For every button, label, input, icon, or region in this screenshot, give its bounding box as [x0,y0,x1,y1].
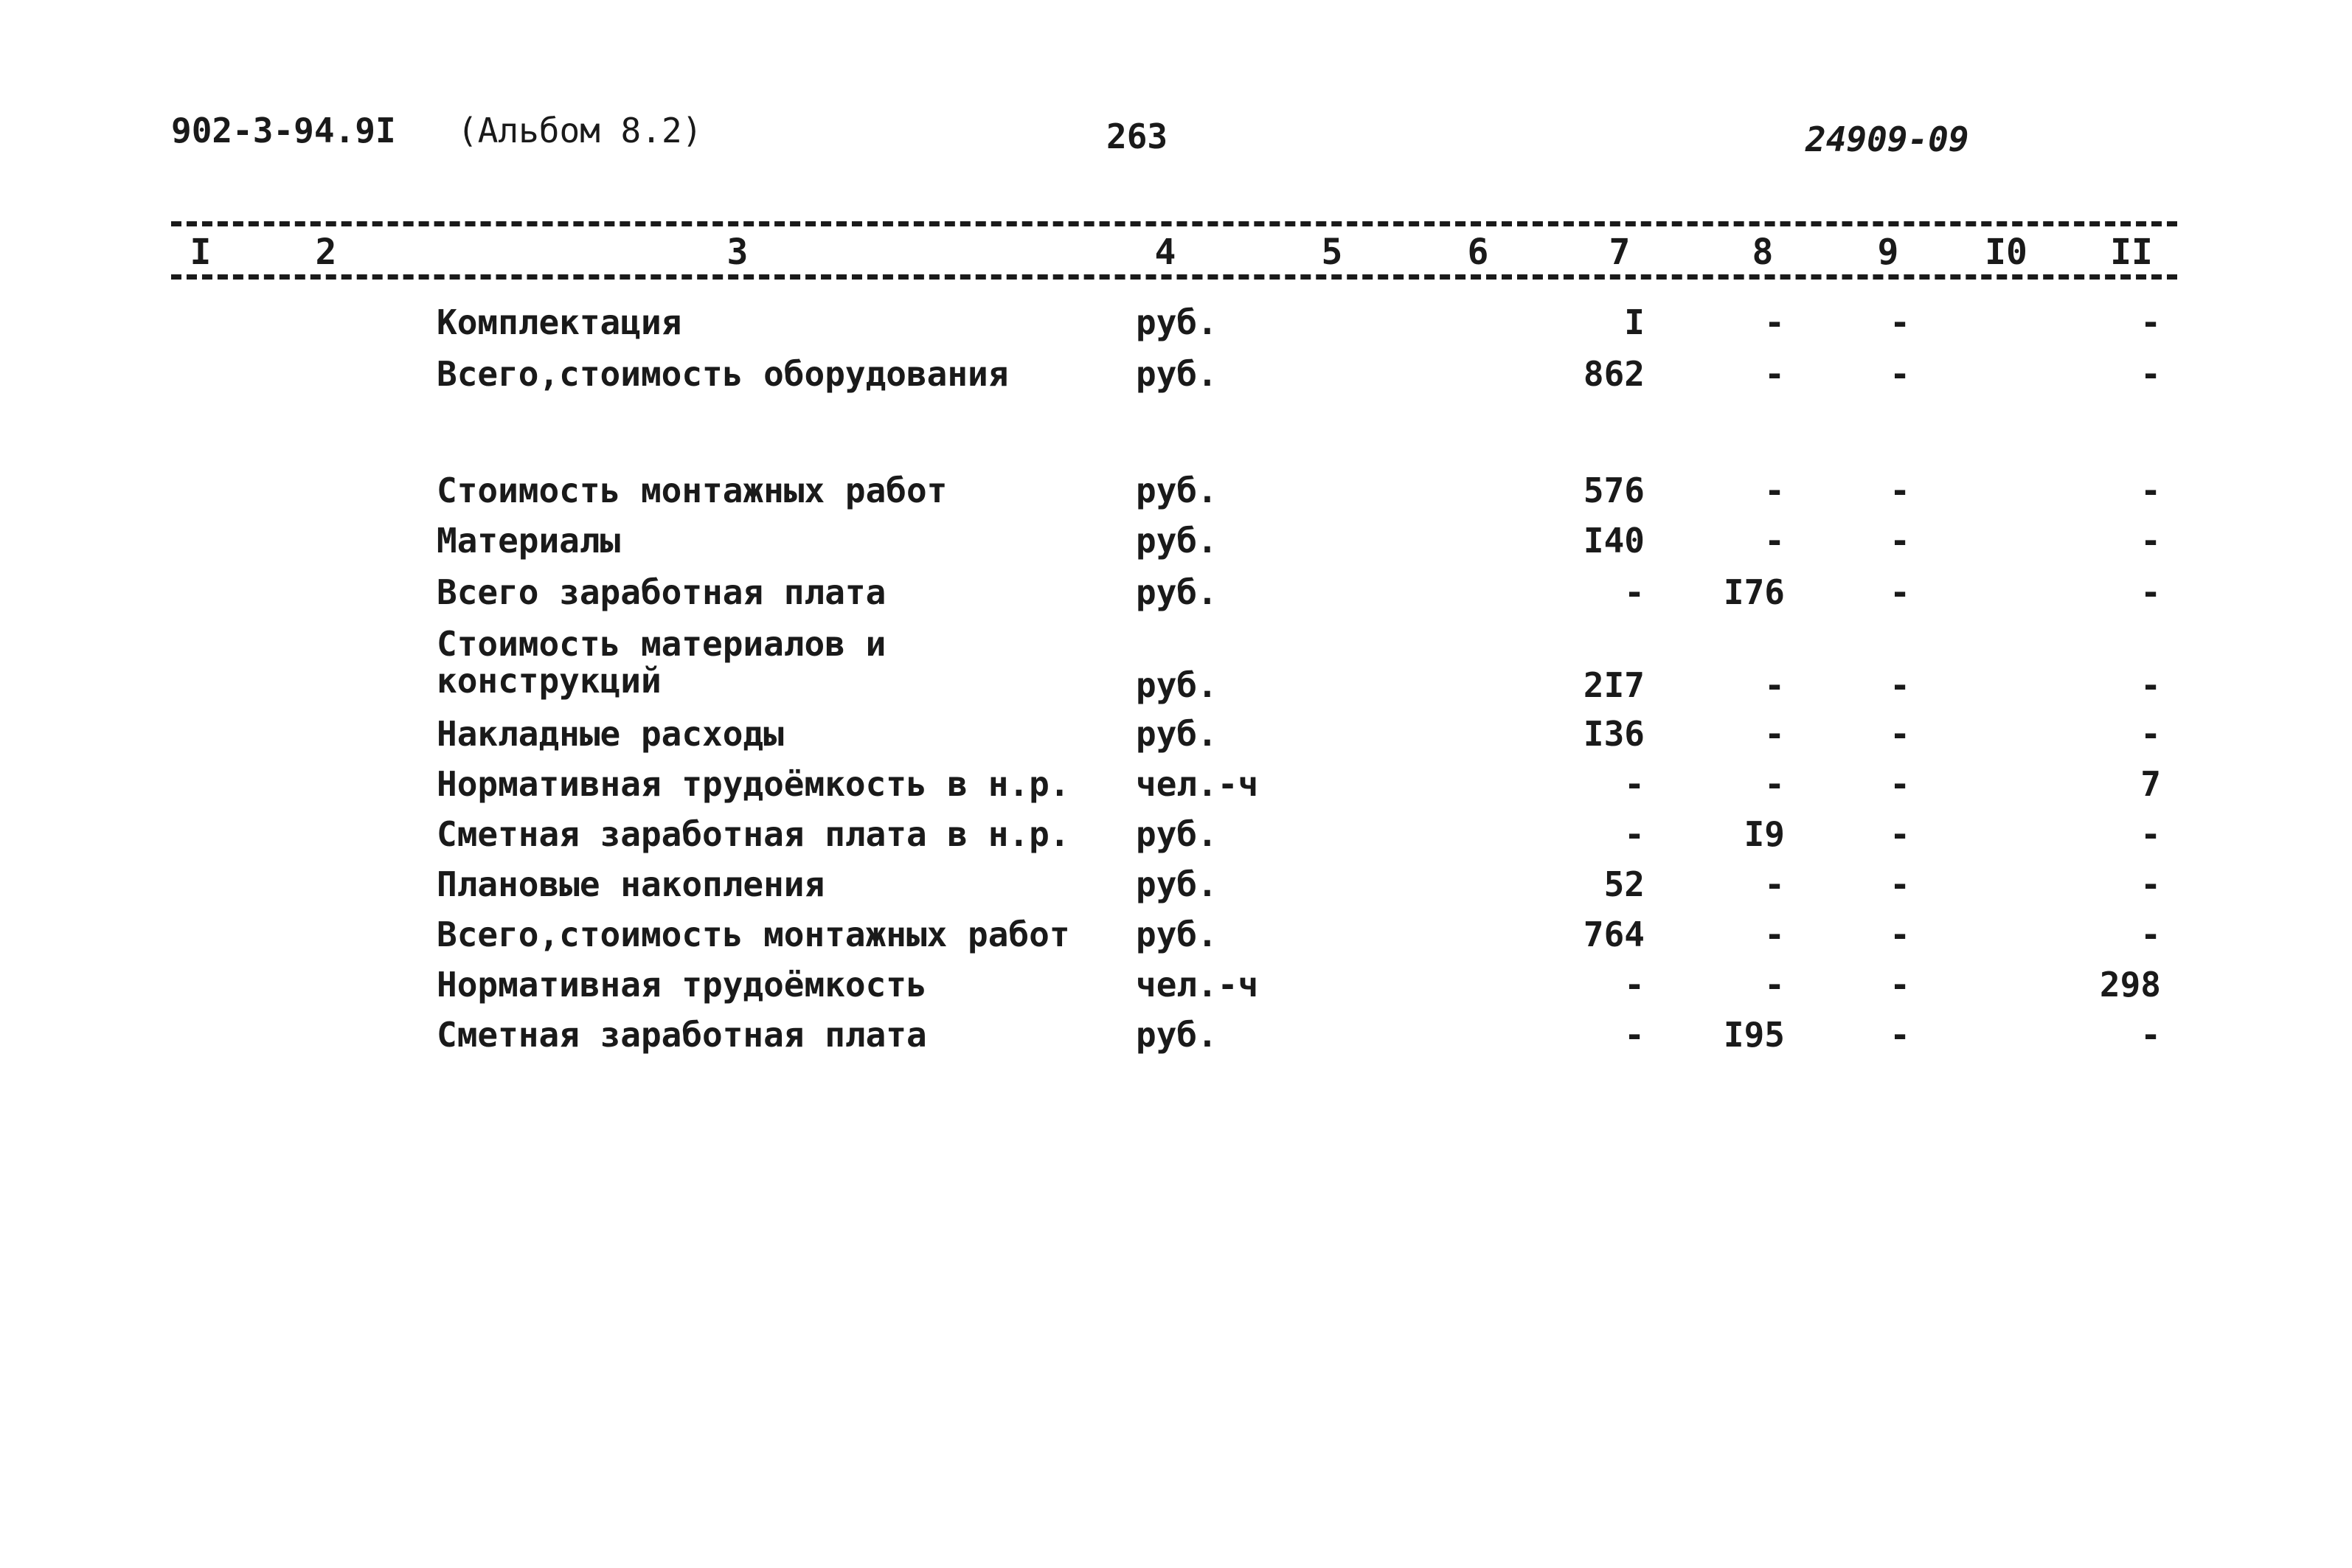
table-row [0,764,2352,814]
row-value-col8: - [1764,864,1785,904]
table-row [0,864,2352,915]
row-label-line-2: конструкций [437,661,662,701]
row-value-col7: 52 [1603,864,1645,904]
column-number-6: 6 [1467,232,1489,273]
table-row [0,572,2352,622]
table-row [0,354,2352,404]
column-number-10: I0 [1985,232,2027,273]
table-row [0,302,2352,353]
page-number: 263 [1106,117,1168,156]
row-value-col11: - [2140,302,2161,342]
row-unit: руб. [1136,354,1218,394]
column-number-7: 7 [1609,232,1631,273]
row-value-col7: 2I7 [1583,665,1645,705]
document-code: 902-3-94.9I [171,111,396,150]
row-value-col8: - [1764,354,1785,394]
row-value-col7: - [1624,572,1645,612]
row-value-col11: - [2140,714,2161,754]
row-label: Всего,стоимость монтажных работ [437,915,1070,954]
row-value-col9: - [1890,814,1910,854]
row-value-col8: - [1764,665,1785,705]
row-label: Нормативная трудоёмкость [437,965,927,1005]
row-value-col8: I95 [1723,1015,1785,1055]
column-number-8: 8 [1752,232,1774,273]
table-row [0,714,2352,764]
table-row [0,471,2352,521]
row-label: Стоимость монтажных работ [437,471,948,510]
row-unit: руб. [1136,814,1218,854]
row-value-col8: - [1764,521,1785,561]
row-value-col11: - [2140,864,2161,904]
row-value-col7: - [1624,1015,1645,1055]
table-row [0,915,2352,965]
row-unit: чел.-ч [1136,764,1259,804]
row-value-col9: - [1890,714,1910,754]
row-unit: руб. [1136,521,1218,561]
row-value-col7: - [1624,814,1645,854]
row-label: Плановые накопления [437,864,825,904]
row-unit: руб. [1136,302,1218,342]
row-unit: чел.-ч [1136,965,1259,1005]
row-value-col7: 862 [1583,354,1645,394]
row-value-col8: - [1764,915,1785,954]
table-top-rule [171,221,2177,226]
table-row [0,625,2352,714]
row-value-col8: - [1764,471,1785,510]
row-label: Нормативная трудоёмкость в н.р. [437,764,1070,804]
column-number-9: 9 [1877,232,1899,273]
table-row [0,965,2352,1015]
row-value-col11: - [2140,471,2161,510]
column-number-5: 5 [1321,232,1343,273]
row-label: Всего заработная плата [437,572,887,612]
row-unit: руб. [1136,665,1218,705]
row-label: Всего,стоимость оборудования [437,354,1009,394]
row-value-col9: - [1890,354,1910,394]
row-label: Комплектация [437,302,682,342]
row-value-col11: - [2140,1015,2161,1055]
row-value-col9: - [1890,302,1910,342]
row-unit: руб. [1136,714,1218,754]
row-value-col7: 764 [1583,915,1645,954]
row-value-col9: - [1890,665,1910,705]
row-value-col11: - [2140,521,2161,561]
row-value-col8: I9 [1744,814,1785,854]
row-value-col8: - [1764,965,1785,1005]
row-value-col11: 298 [2099,965,2161,1005]
row-value-col11: - [2140,665,2161,705]
row-value-col7: I [1624,302,1645,342]
row-value-col11: 7 [2140,764,2161,804]
row-value-col11: - [2140,572,2161,612]
row-value-col7: I40 [1583,521,1645,561]
row-value-col11: - [2140,915,2161,954]
row-value-col8: I76 [1723,572,1785,612]
row-value-col8: - [1764,714,1785,754]
row-label: Сметная заработная плата в н.р. [437,814,1070,854]
row-value-col7: 576 [1583,471,1645,510]
document-number: 24909-09 [1805,119,1969,159]
column-number-11: II [2110,232,2153,273]
row-value-col9: - [1890,572,1910,612]
album-label: (Альбом 8.2) [457,111,703,150]
row-value-col11: - [2140,354,2161,394]
row-label: Сметная заработная плата [437,1015,927,1055]
row-unit: руб. [1136,572,1218,612]
row-value-col9: - [1890,471,1910,510]
row-label-line-1: Стоимость материалов и [437,624,887,664]
column-number-3: 3 [726,232,749,273]
table-row [0,814,2352,864]
row-label: Накладные расходы [437,714,784,754]
row-value-col7: - [1624,764,1645,804]
column-number-1: I [190,232,212,273]
row-value-col8: - [1764,302,1785,342]
row-unit: руб. [1136,1015,1218,1055]
row-unit: руб. [1136,471,1218,510]
row-label [437,625,886,699]
row-value-col8: - [1764,764,1785,804]
row-value-col9: - [1890,915,1910,954]
row-unit: руб. [1136,864,1218,904]
row-value-col9: - [1890,764,1910,804]
table-row [0,521,2352,571]
row-value-col11: - [2140,814,2161,854]
table-row [0,1015,2352,1065]
row-value-col9: - [1890,965,1910,1005]
table-header-rule [171,274,2177,280]
column-number-2: 2 [315,232,337,273]
row-value-col7: - [1624,965,1645,1005]
row-label: Материалы [437,521,621,561]
row-value-col9: - [1890,521,1910,561]
row-value-col9: - [1890,864,1910,904]
row-unit: руб. [1136,915,1218,954]
row-value-col7: I36 [1583,714,1645,754]
column-number-4: 4 [1154,232,1176,273]
row-value-col9: - [1890,1015,1910,1055]
